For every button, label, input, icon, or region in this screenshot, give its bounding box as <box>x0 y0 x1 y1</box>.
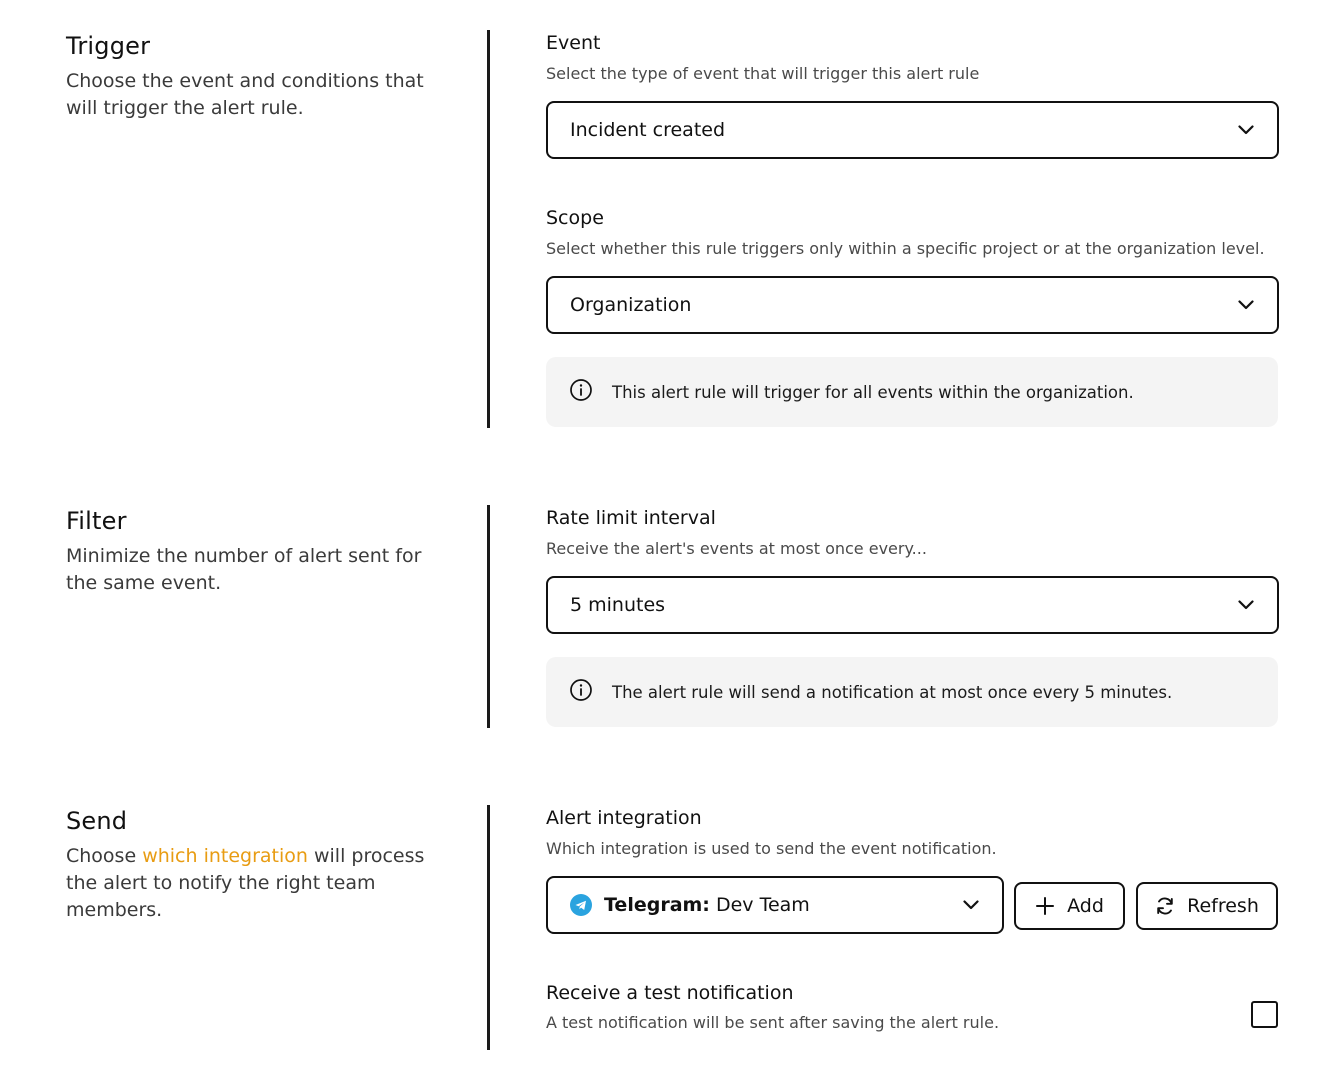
rate-limit-select[interactable] <box>546 576 1279 634</box>
which-integration-link[interactable]: which integration <box>142 845 308 867</box>
chevron-down-icon <box>1237 121 1255 139</box>
send-description-suffix: will process the alert to notify the right team members. <box>66 845 425 921</box>
scope-info-box <box>546 357 1278 427</box>
trigger-title: Trigger <box>66 32 151 60</box>
rate-limit-select-value: 5 minutes <box>570 594 666 616</box>
integration-name: Dev Team <box>715 894 810 916</box>
refresh-button-label: Refresh <box>1187 895 1259 917</box>
chevron-down-icon <box>962 896 980 914</box>
info-icon <box>569 378 593 406</box>
event-select[interactable] <box>546 101 1279 159</box>
add-button-label: Add <box>1067 895 1104 917</box>
integration-select[interactable] <box>546 876 1004 934</box>
event-label: Event <box>546 32 601 54</box>
rate-limit-info-box <box>546 657 1278 727</box>
integration-provider: Telegram: <box>604 894 710 916</box>
refresh-icon <box>1155 896 1175 916</box>
rate-limit-help: Receive the alert's events at most once every... <box>546 539 927 558</box>
scope-select-value: Organization <box>570 294 692 316</box>
filter-description: Minimize the number of alert sent for the same event. <box>66 545 422 594</box>
filter-divider <box>487 505 490 728</box>
scope-label: Scope <box>546 207 604 229</box>
scope-select[interactable] <box>546 276 1279 334</box>
send-description-prefix: Choose <box>66 845 143 867</box>
add-integration-button[interactable] <box>1014 882 1125 930</box>
rate-limit-info-text: The alert rule will send a notification at most once every 5 minutes. <box>612 682 1173 702</box>
event-select-value: Incident created <box>570 119 726 141</box>
filter-title: Filter <box>66 507 127 535</box>
integration-label: Alert integration <box>546 807 702 829</box>
test-notification-label: Receive a test notification <box>546 982 794 1004</box>
chevron-down-icon <box>1237 296 1255 314</box>
plus-icon <box>1035 896 1055 916</box>
test-notification-checkbox[interactable] <box>1251 1001 1278 1028</box>
rate-limit-label: Rate limit interval <box>546 507 716 529</box>
info-icon <box>569 678 593 706</box>
trigger-description: Choose the event and conditions that will trigger the alert rule. <box>66 70 424 119</box>
trigger-divider <box>487 30 490 428</box>
event-help: Select the type of event that will trigger this alert rule <box>546 64 980 83</box>
send-divider <box>487 805 490 1050</box>
telegram-icon <box>570 894 592 916</box>
scope-help: Select whether this rule triggers only within a specific project or at the organization level. <box>546 239 1265 258</box>
scope-info-text: This alert rule will trigger for all events within the organization. <box>612 382 1134 402</box>
chevron-down-icon <box>1237 596 1255 614</box>
integration-help: Which integration is used to send the event notification. <box>546 839 997 858</box>
test-notification-help: A test notification will be sent after saving the alert rule. <box>546 1013 1000 1032</box>
integration-select-value <box>604 894 962 916</box>
send-description <box>66 843 446 924</box>
refresh-integrations-button[interactable] <box>1136 882 1278 930</box>
send-title: Send <box>66 807 128 835</box>
